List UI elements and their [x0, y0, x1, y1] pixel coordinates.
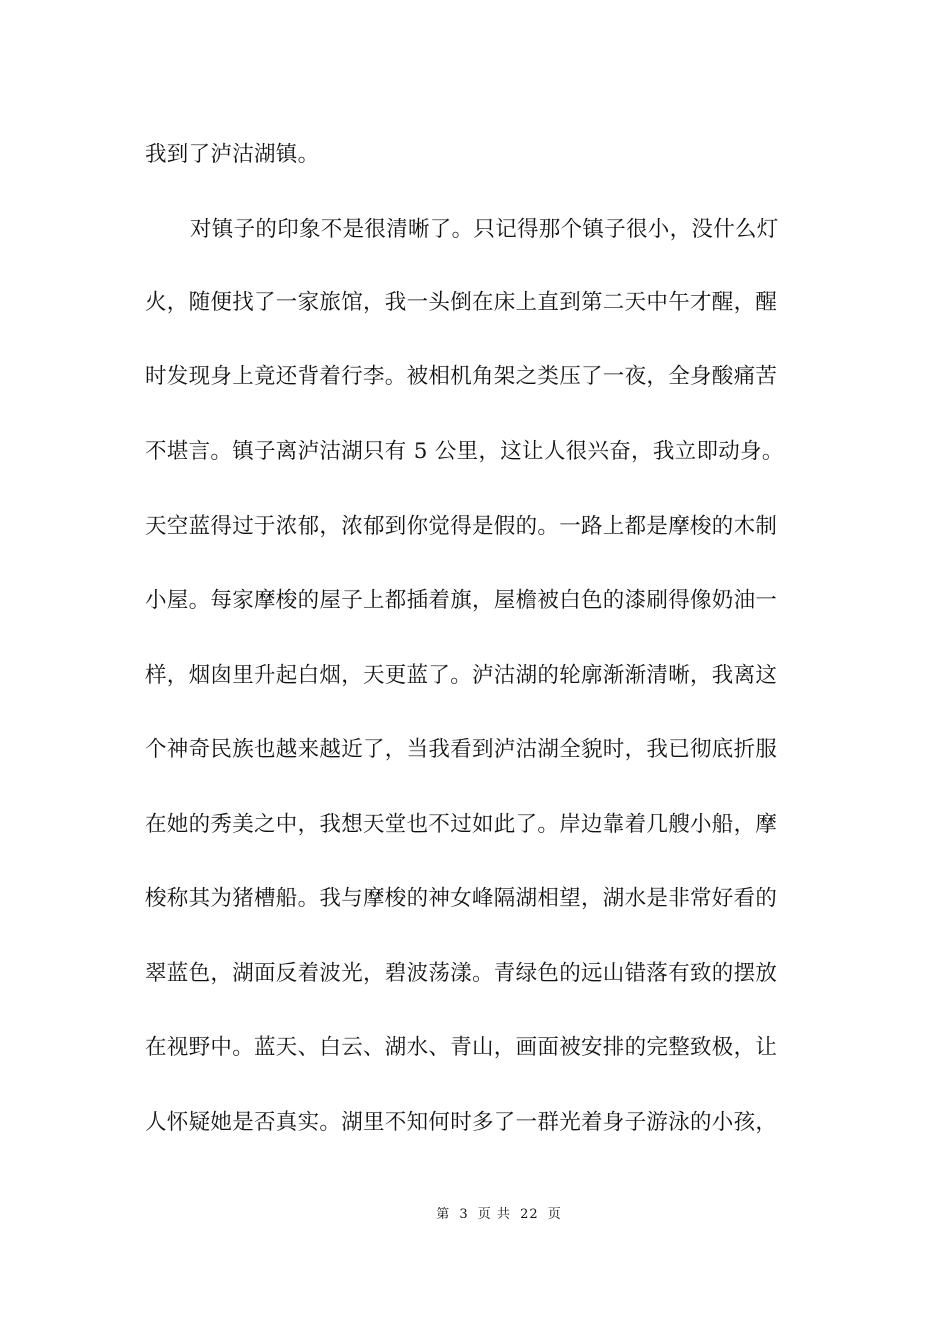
text-line-2: 对镇子的印象不是很清晰了。只记得那个镇子很小，没什么灯: [190, 217, 779, 242]
text-line-11: 梭称其为猪槽船。我与摩梭的神女峰隔湖相望，湖水是非常好看的: [145, 886, 778, 911]
footer-middle: 页 共: [477, 1207, 511, 1222]
text-line-14: 人怀疑她是否真实。湖里不知何时多了一群光着身子游泳的小孩，: [145, 1110, 778, 1135]
text-line-10: 在她的秀美之中，我想天堂也不过如此了。岸边靠着几艘小船，摩: [145, 812, 778, 837]
text-line-12: 翠蓝色，湖面反着波光，碧波荡漾。青绿色的远山错落有致的摆放: [145, 961, 778, 986]
text-line-1: 我到了泸沽湖镇。: [145, 142, 320, 167]
footer-prefix: 第: [436, 1207, 451, 1222]
page-footer: [0, 1206, 950, 1224]
text-line-13: 在视野中。蓝天、白云、湖水、青山，画面被安排的完整致极，让: [145, 1035, 778, 1060]
text-line-9: 个神奇民族也越来越近了，当我看到泸沽湖全貌时，我已彻底折服: [145, 737, 778, 762]
text-line-8: 样，烟囱里升起白烟，天更蓝了。泸沽湖的轮廓渐渐清晰，我离这: [145, 663, 778, 688]
footer-total-pages: 22: [520, 1207, 539, 1222]
footer-page-number: 3: [459, 1207, 469, 1222]
text-line-3: 火，随便找了一家旅馆，我一头倒在床上直到第二天中午才醒，醒: [145, 290, 778, 315]
text-line-5: 不堪言。镇子离泸沽湖只有 5 公里，这让人很兴奋，我立即动身。: [145, 439, 784, 464]
footer-suffix: 页: [547, 1207, 562, 1222]
text-line-7: 小屋。每家摩梭的屋子上都插着旗，屋檐被白色的漆刷得像奶油一: [145, 588, 778, 613]
text-line-4: 时发现身上竟还背着行李。被相机角架之类压了一夜，全身酸痛苦: [145, 364, 778, 389]
text-line-6: 天空蓝得过于浓郁，浓郁到你觉得是假的。一路上都是摩梭的木制: [145, 514, 778, 539]
